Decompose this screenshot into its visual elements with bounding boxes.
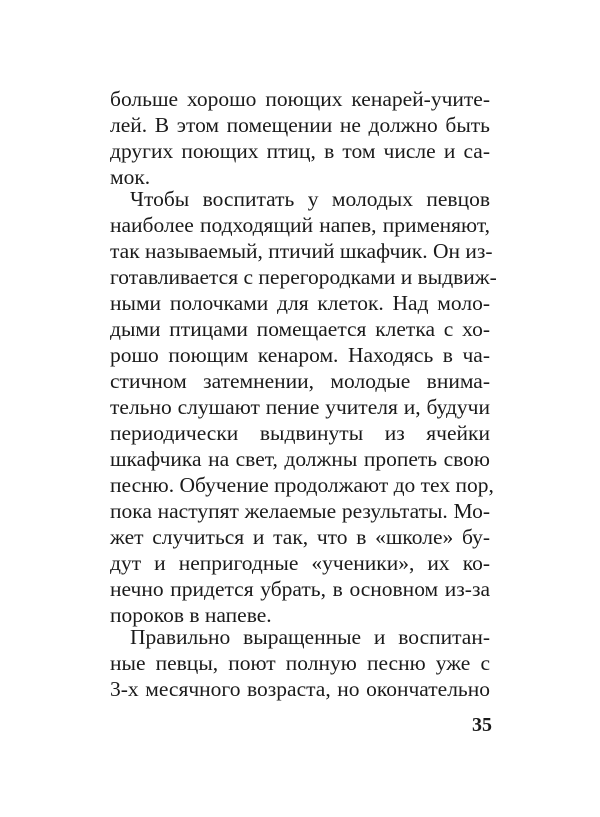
text-line: мок. [110, 165, 151, 189]
text-line: рошо поющим кенаром. Находясь в ча- [110, 343, 490, 367]
text-line: Правильно выращенные и воспитан- [130, 625, 490, 649]
text-line: жет случиться и так, что в «школе» бу- [110, 525, 490, 549]
text-line: Чтобы воспитать у молодых певцов [130, 187, 490, 211]
text-line: пороков в напеве. [110, 603, 272, 627]
text-line: нечно придется убрать, в основном из-за [110, 577, 490, 601]
text-line: тельно слушают пение учителя и, будучи [110, 395, 490, 419]
text-line: 3-х месячного возраста, но окончательно [110, 677, 490, 701]
text-line: дыми птицами помещается клетка с хо- [110, 317, 490, 341]
text-line: других поющих птиц, в том числе и са- [110, 139, 490, 163]
text-line: стичном затемнении, молодые внима- [110, 369, 490, 393]
text-line: больше хорошо поющих кенарей-учите- [110, 87, 490, 111]
text-line: дут и непригодные «ученики», их ко- [110, 551, 490, 575]
text-line: наиболее подходящий напев, применяют, [110, 213, 490, 237]
text-line: готавливается с перегородками и выдвиж- [110, 265, 497, 289]
text-line: песню. Обучение продолжают до тех пор, [110, 473, 494, 497]
text-line: так называемый, птичий шкафчик. Он из- [110, 239, 493, 263]
text-line: ные певцы, поют полную песню уже с [110, 651, 490, 675]
text-line: пока наступят желаемые результаты. Мо- [110, 499, 490, 523]
text-line: периодически выдвинуты из ячейки [110, 421, 490, 445]
text-line: шкафчика на свет, должны пропеть свою [110, 447, 490, 471]
text-line: ными полочками для клеток. Над моло- [110, 291, 490, 315]
page-number: 35 [472, 714, 492, 736]
text-line: лей. В этом помещении не должно быть [110, 113, 490, 137]
